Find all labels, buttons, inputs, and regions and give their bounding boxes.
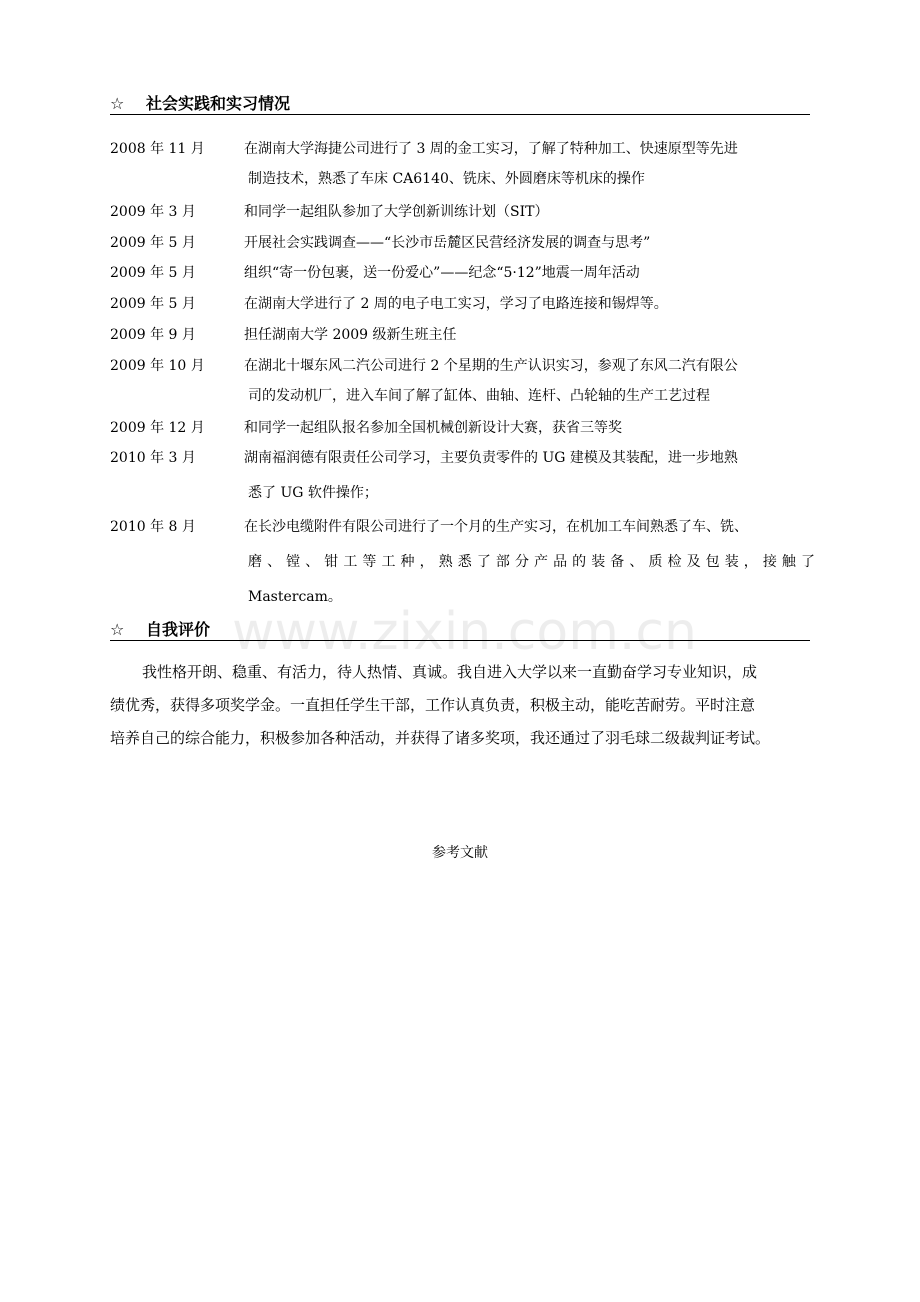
entry-date: 2009 年 5 月: [110, 265, 196, 281]
paragraph-line: 绩优秀，获得多项奖学金。一直担任学生干部，工作认真负责，积极主动，能吃苦耐劳。平时注意: [110, 696, 756, 714]
entry-line: 组织“寄一份包裹，送一份爱心”——纪念“5·12”地震一周年活动: [244, 265, 640, 281]
entry-description: [244, 258, 815, 288]
paragraph-line: 我性格开朗、稳重、有活力，待人热情、真诚。我自进入大学以来一直勤奋学习专业知识，成: [142, 663, 758, 681]
paragraph-line: 培养自己的综合能力，积极参加各种活动，并获得了诸多奖项，我还通过了羽毛球二级裁判证考试。: [110, 729, 771, 747]
entry-line: 磨、镗、钳工等工种，熟悉了部分产品的装备、质检及包装，接触了: [248, 554, 815, 570]
entry-line: 司的发动机厂，进入车间了解了缸体、曲轴、连杆、凸轮轴的生产工艺过程: [248, 388, 710, 404]
practice-entry: [110, 258, 815, 288]
entry-line: 在湖北十堰东风二汽公司进行 2 个星期的生产认识实习，参观了东风二汽有限公: [244, 358, 738, 374]
entry-date: 2010 年 8 月: [110, 519, 196, 535]
practice-entry: [110, 351, 815, 411]
practice-entry: [110, 441, 815, 511]
entry-line: 在长沙电缆附件有限公司进行了一个月的生产实习，在机加工车间熟悉了车、铣、: [244, 519, 748, 535]
entry-description: [244, 351, 815, 411]
entry-line: 湖南福润德有限责任公司学习，主要负责零件的 UG 建模及其装配，进一步地熟: [244, 450, 738, 466]
star-icon: ☆: [110, 620, 125, 639]
entry-description: [244, 510, 815, 615]
entry-description: [244, 320, 815, 350]
entry-line: 在湖南大学海捷公司进行了 3 周的金工实习，了解了特种加工、快速原型等先进: [244, 141, 738, 157]
entry-description: [244, 289, 815, 319]
entry-description: [244, 441, 815, 511]
entry-line: 担任湖南大学 2009 级新生班主任: [244, 327, 457, 343]
references-heading: 参考文献: [432, 845, 488, 861]
entry-line: 悉了 UG 软件操作；: [248, 485, 378, 501]
entry-description: [244, 413, 815, 443]
entry-line: 在湖南大学进行了 2 周的电子电工实习，学习了电路连接和锡焊等。: [244, 296, 668, 312]
section-heading-self: [110, 620, 810, 641]
entry-date: 2009 年 5 月: [110, 235, 196, 251]
entry-line: 和同学一起组队参加了大学创新训练计划（SIT）: [244, 204, 549, 220]
entry-line: 和同学一起组队报名参加全国机械创新设计大赛，获省三等奖: [244, 420, 622, 436]
entry-date: 2009 年 3 月: [110, 204, 196, 220]
section-heading-practice: [110, 94, 810, 115]
practice-entry: [110, 320, 815, 350]
entry-date: 2009 年 9 月: [110, 327, 196, 343]
practice-entry: [110, 197, 815, 227]
star-icon: ☆: [110, 94, 125, 113]
practice-entry: [110, 228, 815, 258]
watermark: www.zixin.com.cn: [232, 602, 697, 662]
entry-line: 制造技术，熟悉了车床 CA6140、铣床、外圆磨床等机床的操作: [248, 171, 645, 187]
practice-entry: [110, 289, 815, 319]
section-title-self: 自我评价: [146, 620, 211, 639]
practice-entry: [110, 510, 815, 615]
self-evaluation-paragraph: [110, 656, 812, 755]
entry-date: 2008 年 11 月: [110, 141, 205, 157]
entry-date: 2010 年 3 月: [110, 450, 196, 466]
entry-date: 2009 年 5 月: [110, 296, 196, 312]
practice-entry: [110, 134, 815, 194]
entry-description: [244, 197, 815, 227]
entry-date: 2009 年 10 月: [110, 358, 205, 374]
entry-date: 2009 年 12 月: [110, 420, 205, 436]
practice-entry: [110, 413, 815, 443]
entry-description: [244, 134, 815, 194]
entry-line: 开展社会实践调查——“长沙市岳麓区民营经济发展的调查与思考”: [244, 235, 651, 251]
entry-description: [244, 228, 815, 258]
section-title-practice: 社会实践和实习情况: [146, 94, 291, 113]
entry-line: Mastercam。: [248, 589, 342, 605]
